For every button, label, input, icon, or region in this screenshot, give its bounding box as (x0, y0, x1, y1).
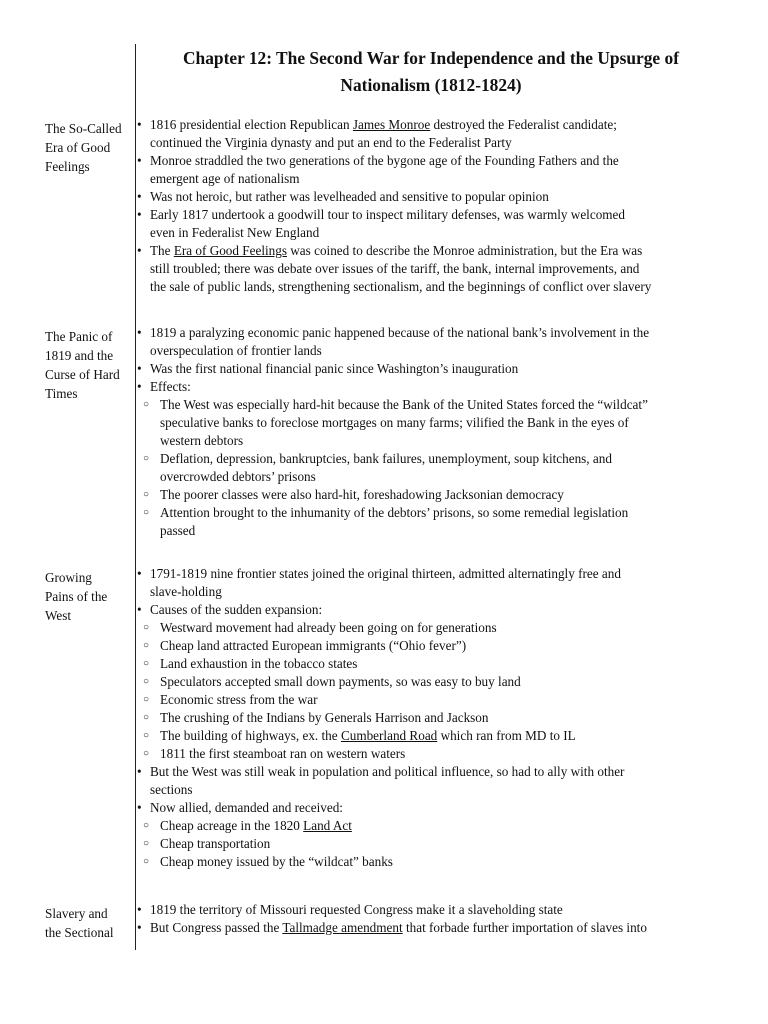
chapter-title (137, 45, 725, 99)
bullet-item (137, 152, 727, 188)
bullet-text-line (150, 206, 727, 224)
text-run: The building of highways, ex. the (160, 728, 341, 743)
sub-bullet-item (137, 619, 727, 637)
text-run: The West was especially hard-hit because the Bank of the United States forced the “wildcat” (160, 397, 648, 412)
section-heading-line: The Panic of (45, 329, 113, 344)
section-heading-line: Pains of the (45, 589, 108, 604)
sub-bullet-item (137, 835, 727, 853)
text-run: Effects: (150, 379, 191, 394)
section-bullet-list (137, 324, 727, 540)
bullet-item (137, 378, 727, 396)
bullet-text-line (150, 919, 727, 937)
hollow-circle-bullet-icon: ○ (143, 507, 150, 518)
text-run: continued the Virginia dynasty and put an end to the Federalist Party (150, 135, 512, 150)
text-run: But Congress passed the (150, 920, 283, 935)
sub-bullet-item (137, 709, 727, 727)
bullet-text-line (160, 673, 727, 691)
bullet-text-line (150, 901, 727, 919)
bullet-text-line (160, 396, 727, 414)
sub-bullet-item (137, 817, 727, 835)
text-run: Was not heroic, but rather was levelheaded and sensitive to popular opinion (150, 189, 549, 204)
sub-bullet-item (137, 504, 727, 540)
section-heading-line: Slavery and (45, 906, 108, 921)
hollow-circle-bullet-icon: ○ (143, 730, 150, 741)
bullet-text-line (150, 763, 727, 781)
text-run: slave-holding (150, 584, 222, 599)
text-run: Economic stress from the war (160, 692, 318, 707)
section-heading (45, 119, 133, 176)
bullet-text-line (160, 486, 727, 504)
bullet-text-line (150, 152, 727, 170)
hollow-circle-bullet-icon: ○ (143, 640, 150, 651)
sub-bullet-item (137, 396, 727, 450)
text-run: overcrowded debtors’ prisons (160, 469, 316, 484)
sub-bullet-item (137, 853, 727, 871)
bullet-text-line (150, 324, 727, 342)
section-heading-line: the Sectional (45, 925, 114, 940)
bullet-icon: • (137, 566, 142, 581)
hollow-circle-bullet-icon: ○ (143, 748, 150, 759)
hollow-circle-bullet-icon: ○ (143, 694, 150, 705)
underlined-term: James Monroe (352, 117, 431, 132)
bullet-item (137, 901, 727, 919)
sub-bullet-item (137, 655, 727, 673)
text-run: western debtors (160, 433, 244, 448)
bullet-icon: • (137, 764, 142, 779)
hollow-circle-bullet-icon: ○ (143, 622, 150, 633)
hollow-circle-bullet-icon: ○ (143, 856, 150, 867)
section-bullet-list (137, 901, 727, 937)
underlined-term: Cumberland Road (340, 728, 438, 743)
bullet-text-line (150, 188, 727, 206)
bullet-text-line (150, 601, 727, 619)
bullet-text-line (160, 745, 727, 763)
underlined-term: Land Act (303, 818, 352, 833)
text-run: Now allied, demanded and received: (150, 800, 343, 815)
text-run: emergent age of nationalism (150, 171, 300, 186)
bullet-icon: • (137, 243, 142, 258)
text-run: Land exhaustion in the tobacco states (160, 656, 358, 671)
section-heading (45, 904, 133, 942)
section-bullet-list (137, 116, 727, 296)
text-run: The crushing of the Indians by Generals Harrison and Jackson (160, 710, 489, 725)
sub-bullet-item (137, 673, 727, 691)
hollow-circle-bullet-icon: ○ (143, 399, 150, 410)
sub-bullet-item (137, 727, 727, 745)
text-run: passed (160, 523, 196, 538)
bullet-icon: • (137, 207, 142, 222)
bullet-text-line (150, 224, 727, 242)
text-run: that forbade further importation of slaves into (402, 920, 647, 935)
section-heading-line: West (45, 608, 72, 623)
text-run: Was the first national financial panic since Washington’s inauguration (150, 361, 519, 376)
bullet-text-line (160, 522, 727, 540)
bullet-icon: • (137, 800, 142, 815)
sub-bullet-item (137, 486, 727, 504)
text-run: still troubled; there was debate over issues of the tariff, the bank, internal improvements, and (150, 261, 640, 276)
bullet-item (137, 565, 727, 601)
text-run: 1791-1819 nine frontier states joined the original thirteen, admitted alternatingly free and (150, 566, 621, 581)
bullet-item (137, 799, 727, 817)
bullet-text-line (160, 450, 727, 468)
bullet-text-line (150, 360, 727, 378)
section-heading (45, 568, 133, 625)
bullet-item (137, 919, 727, 937)
section-heading-line: The So-Called (45, 121, 122, 136)
hollow-circle-bullet-icon: ○ (143, 712, 150, 723)
bullet-text-line (150, 170, 727, 188)
bullet-text-line (160, 691, 727, 709)
sub-bullet-item (137, 450, 727, 486)
bullet-text-line (150, 781, 727, 799)
bullet-text-line (150, 242, 727, 260)
text-run: Cheap transportation (160, 836, 271, 851)
text-run: destroyed the Federalist candidate; (430, 117, 617, 132)
bullet-item (137, 188, 727, 206)
bullet-text-line (160, 468, 727, 486)
bullet-icon: • (137, 117, 142, 132)
text-run: sections (150, 782, 193, 797)
text-run: Speculators accepted small down payments, so was easy to buy land (160, 674, 521, 689)
sub-bullet-item (137, 637, 727, 655)
text-run: Monroe straddled the two generations of the bygone age of the Founding Fathers and the (150, 153, 619, 168)
hollow-circle-bullet-icon: ○ (143, 676, 150, 687)
hollow-circle-bullet-icon: ○ (143, 820, 150, 831)
chapter-title-line-1: Chapter 12: The Second War for Independence and the Upsurge of (182, 48, 679, 68)
bullet-text-line (150, 565, 727, 583)
column-divider (135, 44, 136, 950)
bullet-text-line (160, 709, 727, 727)
bullet-text-line (160, 655, 727, 673)
text-run: which ran from MD to IL (437, 728, 576, 743)
bullet-text-line (160, 817, 727, 835)
bullet-item (137, 601, 727, 619)
text-run: Cheap acreage in the 1820 (160, 818, 304, 833)
section-bullet-list (137, 565, 727, 871)
text-run: Deflation, depression, bankruptcies, bank failures, unemployment, soup kitchens, and (160, 451, 612, 466)
section-heading-line: Times (45, 386, 78, 401)
text-run: was coined to describe the Monroe administration, but the Era was (286, 243, 643, 258)
bullet-item (137, 360, 727, 378)
bullet-text-line (150, 134, 727, 152)
sub-bullet-item (137, 745, 727, 763)
bullet-item (137, 116, 727, 152)
section-heading (45, 327, 133, 403)
text-run: the sale of public lands, strengthening sectionalism, and the beginnings of conflict over slavery (150, 279, 652, 294)
section-heading-line: 1819 and the (45, 348, 114, 363)
bullet-text-line (150, 342, 727, 360)
bullet-text-line (160, 637, 727, 655)
text-run: Attention brought to the inhumanity of the debtors’ prisons, so some remedial legislation (160, 505, 629, 520)
chapter-title-line-2: Nationalism (1812-1824) (340, 75, 522, 95)
bullet-text-line (150, 116, 727, 134)
text-run: 1816 presidential election Republican (150, 117, 353, 132)
bullet-icon: • (137, 920, 142, 935)
bullet-icon: • (137, 189, 142, 204)
section-heading-line: Growing (45, 570, 92, 585)
bullet-text-line (160, 432, 727, 450)
bullet-text-line (160, 853, 727, 871)
bullet-icon: • (137, 153, 142, 168)
section-heading-line: Curse of Hard (45, 367, 120, 382)
bullet-text-line (160, 414, 727, 432)
section-heading-line: Feelings (45, 159, 90, 174)
bullet-text-line (150, 799, 727, 817)
bullet-text-line (160, 835, 727, 853)
text-run: 1819 the territory of Missouri requested Congress make it a slaveholding state (150, 902, 563, 917)
hollow-circle-bullet-icon: ○ (143, 453, 150, 464)
bullet-icon: • (137, 602, 142, 617)
text-run: The poorer classes were also hard-hit, foreshadowing Jacksonian democracy (160, 487, 564, 502)
text-run: 1819 a paralyzing economic panic happened because of the national bank’s involvement in the (150, 325, 650, 340)
bullet-icon: • (137, 379, 142, 394)
text-run: speculative banks to foreclose mortgages on many farms; vilified the Bank in the eyes of (160, 415, 629, 430)
bullet-text-line (160, 727, 727, 745)
bullet-text-line (150, 260, 727, 278)
bullet-text-line (160, 619, 727, 637)
text-run: Westward movement had already been going on for generations (160, 620, 497, 635)
bullet-text-line (150, 378, 727, 396)
hollow-circle-bullet-icon: ○ (143, 838, 150, 849)
bullet-text-line (160, 504, 727, 522)
bullet-icon: • (137, 902, 142, 917)
text-run: The (150, 243, 174, 258)
underlined-term: Tallmadge amendment (282, 920, 403, 935)
sub-bullet-item (137, 691, 727, 709)
text-run: Early 1817 undertook a goodwill tour to inspect military defenses, was warmly welcomed (150, 207, 626, 222)
bullet-text-line (150, 583, 727, 601)
hollow-circle-bullet-icon: ○ (143, 489, 150, 500)
bullet-icon: • (137, 361, 142, 376)
hollow-circle-bullet-icon: ○ (143, 658, 150, 669)
text-run: Cheap money issued by the “wildcat” banks (160, 854, 393, 869)
bullet-item (137, 763, 727, 799)
bullet-item (137, 324, 727, 360)
text-run: overspeculation of frontier lands (150, 343, 322, 358)
bullet-item (137, 206, 727, 242)
text-run: 1811 the first steamboat ran on western waters (160, 746, 406, 761)
text-run: Causes of the sudden expansion: (150, 602, 323, 617)
underlined-term: Era of Good Feelings (173, 243, 287, 258)
section-heading-line: Era of Good (45, 140, 111, 155)
bullet-item (137, 242, 727, 296)
text-run: But the West was still weak in population and political influence, so had to ally with other (150, 764, 625, 779)
bullet-text-line (150, 278, 727, 296)
text-run: even in Federalist New England (150, 225, 320, 240)
bullet-icon: • (137, 325, 142, 340)
text-run: Cheap land attracted European immigrants (“Ohio fever”) (160, 638, 467, 653)
